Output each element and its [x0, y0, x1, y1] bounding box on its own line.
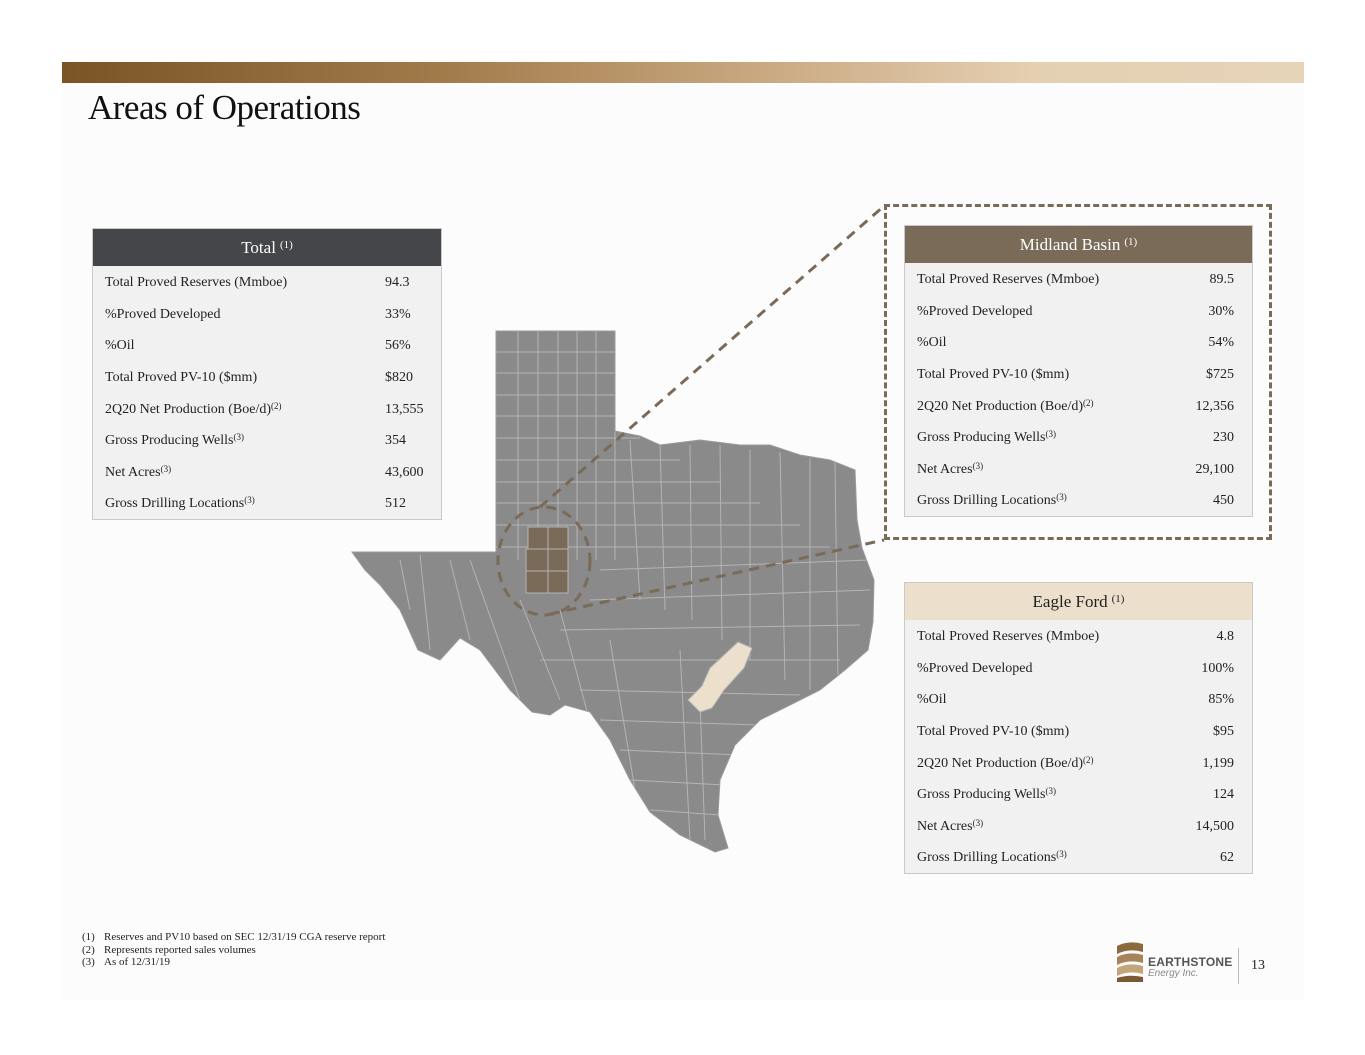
row-value: 14,500 [1195, 819, 1234, 834]
row-value: 13,555 [385, 402, 424, 417]
eagle-row-pv10 [917, 724, 1242, 746]
row-label: Gross Drilling Locations [917, 493, 1057, 508]
row-value: 94.3 [385, 275, 410, 290]
row-label: Net Acres [105, 465, 161, 480]
midland-basin-area [526, 527, 568, 593]
row-value: 1,199 [1202, 756, 1234, 771]
row-value: 124 [1213, 787, 1234, 802]
row-label: Gross Drilling Locations [105, 496, 245, 511]
row-note: (3) [233, 432, 245, 442]
row-note: (3) [1045, 429, 1057, 439]
midland-row-net-production [917, 399, 1242, 421]
midland-header-note: (1) [1124, 235, 1138, 248]
row-value: 56% [385, 338, 411, 353]
row-note: (3) [1056, 492, 1067, 502]
row-label: Total Proved Reserves (Mmboe) [105, 275, 288, 290]
midland-row-proved-developed [917, 304, 1242, 326]
row-note: (2) [1083, 755, 1094, 765]
row-note: (3) [1056, 849, 1067, 859]
row-label: %Oil [917, 335, 947, 350]
midland-row-oil [917, 335, 1242, 357]
footnote-text: As of 12/31/19 [104, 956, 170, 968]
row-value: 12,356 [1195, 399, 1234, 414]
footnote-text: Reserves and PV10 based on SEC 12/31/19 CGA reserve report [104, 931, 386, 943]
earthstone-logo [1115, 940, 1235, 986]
eagle-row-net-production [917, 756, 1242, 778]
row-label: Total Proved PV-10 ($mm) [105, 370, 258, 385]
footnote-number: (2) [82, 943, 95, 956]
row-value: 54% [1208, 335, 1234, 350]
row-value: 43,600 [385, 465, 424, 480]
row-value: 4.8 [1216, 629, 1234, 644]
row-value: 33% [385, 307, 411, 322]
midland-panel-header [905, 226, 1252, 263]
row-value: 62 [1220, 850, 1234, 865]
eagle-ford-header-label: Eagle Ford [1032, 591, 1108, 611]
row-note: (3) [972, 461, 984, 471]
row-label: 2Q20 Net Production (Boe/d) [105, 402, 272, 417]
row-label: Gross Producing Wells [917, 430, 1046, 445]
total-header-note: (1) [279, 238, 293, 251]
footnote-number: (1) [82, 931, 95, 943]
row-label: Total Proved Reserves (Mmboe) [917, 629, 1100, 644]
row-value: 100% [1201, 661, 1234, 676]
logo-name: EARTHSTONE [1148, 955, 1233, 969]
row-label: Net Acres [917, 819, 973, 834]
total-header-label: Total [241, 237, 276, 257]
row-note: (3) [1045, 786, 1057, 796]
row-value: 30% [1208, 304, 1234, 319]
row-note: (3) [160, 464, 172, 474]
total-row-oil [105, 338, 431, 360]
row-note: (3) [244, 495, 255, 505]
footnote-2 [82, 944, 385, 957]
total-row-proved-developed [105, 307, 431, 329]
page-title: Areas of Operations [88, 88, 361, 127]
row-label: Gross Producing Wells [105, 433, 234, 448]
eagle-ford-panel-header [905, 583, 1252, 620]
total-row-pv10 [105, 370, 431, 392]
row-value: 85% [1208, 692, 1234, 707]
footnote-text: Represents reported sales volumes [104, 943, 256, 956]
midland-row-net-acres [917, 462, 1242, 484]
row-value: 354 [385, 433, 406, 448]
eagle-row-oil [917, 692, 1242, 714]
row-label: %Proved Developed [105, 307, 221, 322]
footnote-number: (3) [82, 956, 95, 968]
row-note: (2) [1083, 398, 1094, 408]
row-label: %Oil [917, 692, 947, 707]
row-label: Net Acres [917, 462, 973, 477]
row-label: %Proved Developed [917, 661, 1033, 676]
row-value: $95 [1213, 724, 1234, 739]
row-note: (2) [271, 401, 282, 411]
midland-panel [904, 225, 1253, 517]
row-note: (3) [972, 818, 984, 828]
logo-subtitle: Energy Inc. [1148, 968, 1199, 979]
total-row-drilling-locations [105, 496, 431, 518]
row-value: 89.5 [1209, 272, 1234, 287]
midland-row-producing-wells [917, 430, 1242, 452]
page-number-divider [1238, 948, 1239, 984]
total-row-net-acres [105, 465, 431, 487]
row-label: Total Proved PV-10 ($mm) [917, 367, 1070, 382]
eagle-row-drilling-locations [917, 850, 1242, 872]
row-value: $725 [1206, 367, 1234, 382]
row-label: Total Proved PV-10 ($mm) [917, 724, 1070, 739]
footnote-3 [82, 956, 385, 969]
eagle-row-reserves [917, 629, 1242, 651]
row-label: 2Q20 Net Production (Boe/d) [917, 399, 1084, 414]
midland-row-pv10 [917, 367, 1242, 389]
row-label: Gross Drilling Locations [917, 850, 1057, 865]
page-number: 13 [1251, 958, 1265, 973]
earthstone-mark-icon [1115, 940, 1145, 984]
row-label: 2Q20 Net Production (Boe/d) [917, 756, 1084, 771]
total-row-reserves [105, 275, 431, 297]
total-row-producing-wells [105, 433, 431, 455]
eagle-ford-header-note: (1) [1111, 592, 1125, 605]
eagle-row-proved-developed [917, 661, 1242, 683]
row-value: 512 [385, 496, 406, 511]
row-label: %Oil [105, 338, 135, 353]
row-label: %Proved Developed [917, 304, 1033, 319]
eagle-ford-panel [904, 582, 1253, 874]
eagle-row-producing-wells [917, 787, 1242, 809]
row-value: 230 [1213, 430, 1234, 445]
row-value: 450 [1213, 493, 1234, 508]
eagle-row-net-acres [917, 819, 1242, 841]
row-label: Total Proved Reserves (Mmboe) [917, 272, 1100, 287]
footnote-1 [82, 931, 385, 944]
total-panel-header [93, 229, 441, 266]
total-panel [92, 228, 442, 520]
row-value: 29,100 [1195, 462, 1234, 477]
midland-row-reserves [917, 272, 1242, 294]
midland-row-drilling-locations [917, 493, 1242, 515]
row-value: $820 [385, 370, 413, 385]
row-label: Gross Producing Wells [917, 787, 1046, 802]
midland-header-label: Midland Basin [1019, 234, 1121, 254]
footnotes [82, 931, 385, 969]
total-row-net-production [105, 402, 431, 424]
